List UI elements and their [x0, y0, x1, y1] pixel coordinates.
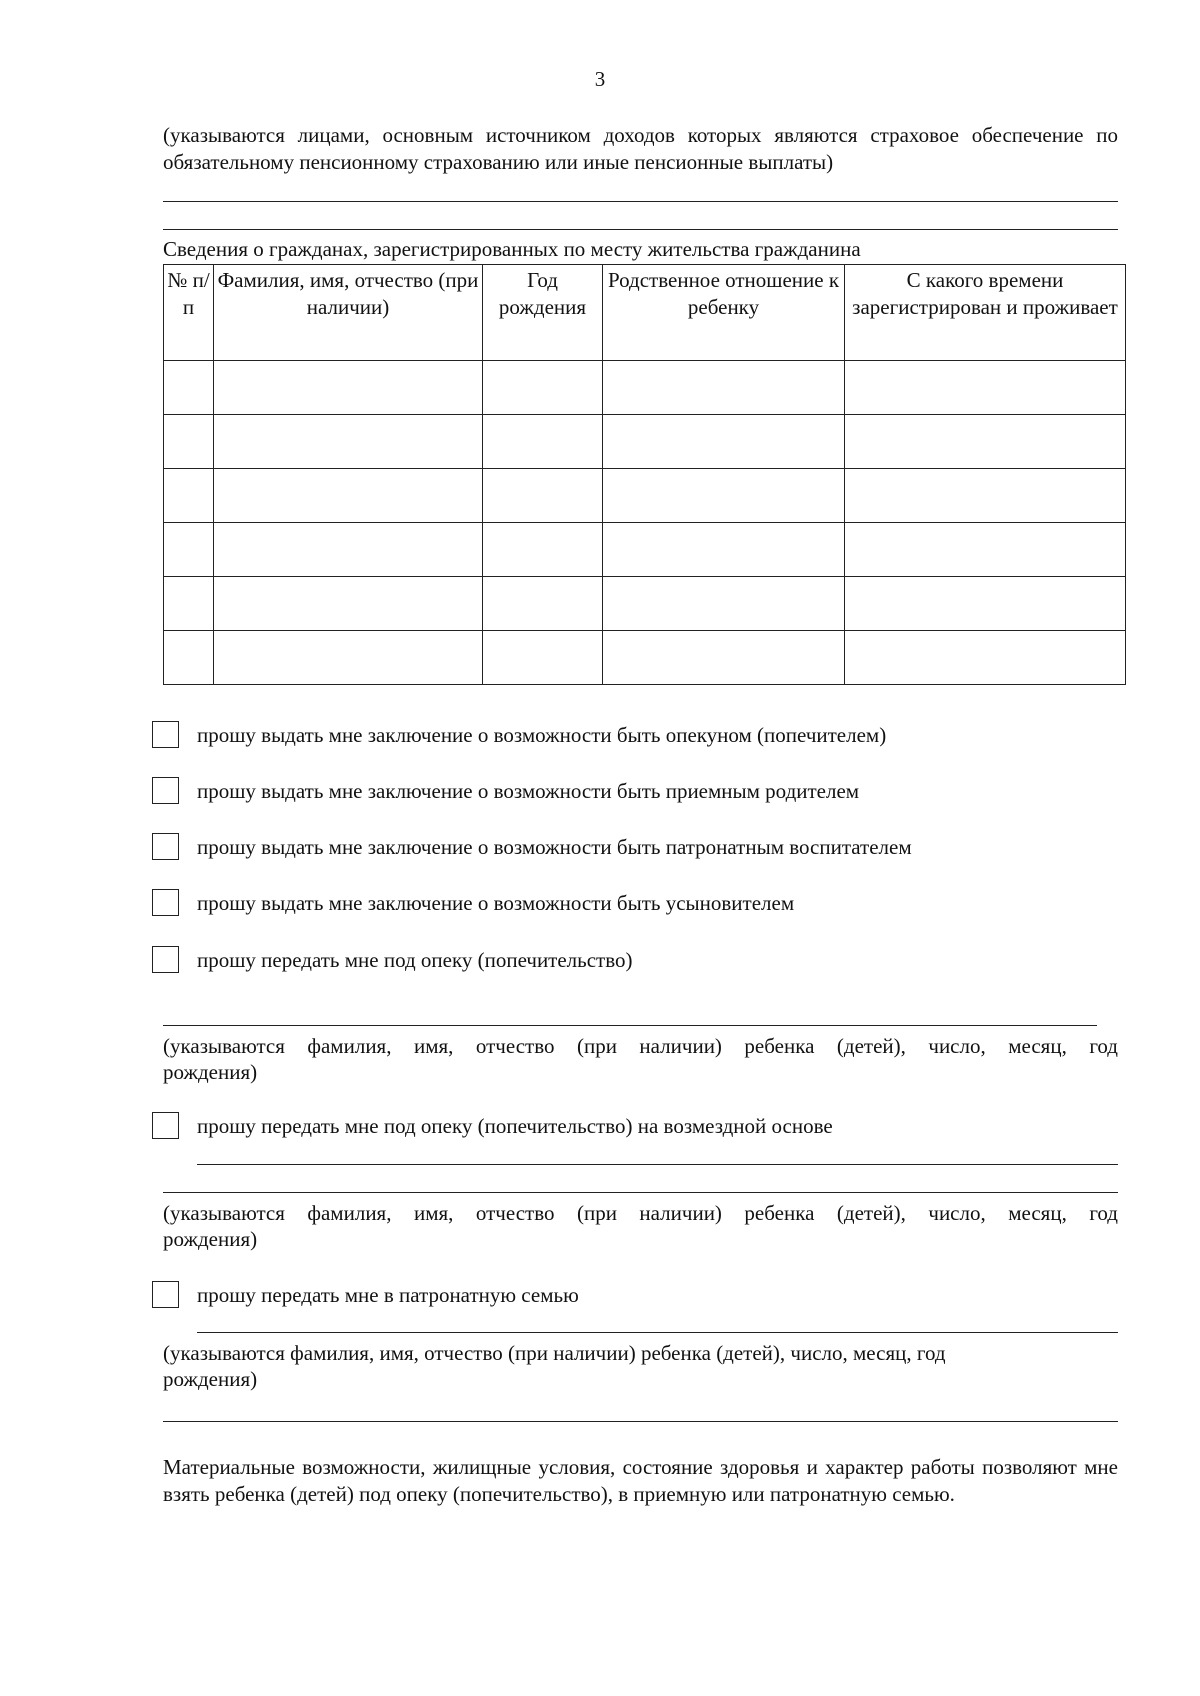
table-cell[interactable] — [845, 631, 1126, 685]
child-details-line-2b[interactable] — [163, 1192, 1118, 1193]
table-cell[interactable] — [214, 577, 483, 631]
pension-note: (указываются лицами, основным источником доходов которых являются страховое обеспечение по обязательному пенсионному страхованию или иные пенсионные выплаты) — [163, 123, 1118, 174]
header-relation: Родственное отношение к ребенку — [603, 265, 845, 361]
table-cell[interactable] — [214, 361, 483, 415]
table-cell[interactable] — [164, 523, 214, 577]
table-row — [164, 523, 1126, 577]
table-cell[interactable] — [483, 415, 603, 469]
child-details-note-2: (указываются фамилия, имя, отчество (при наличии) ребенка (детей), число, месяц, год — [163, 1201, 1118, 1225]
option-guardian-conclusion-label: прошу выдать мне заключение о возможности быть опекуном (попечителем) — [197, 723, 887, 747]
table-caption: Сведения о гражданах, зарегистрированных по месту жительства гражданина — [163, 237, 861, 261]
child-details-note-3: (указываются фамилия, имя, отчество (при наличии) ребенка (детей), число, месяц, год — [163, 1341, 946, 1365]
table-cell[interactable] — [603, 523, 845, 577]
table-cell[interactable] — [603, 577, 845, 631]
table-cell[interactable] — [603, 415, 845, 469]
table-cell[interactable] — [483, 523, 603, 577]
checkbox-guardianship-transfer[interactable] — [152, 946, 179, 973]
child-details-note-1-end: рождения) — [163, 1060, 258, 1084]
child-details-note-2-end: рождения) — [163, 1227, 258, 1251]
child-details-line-1[interactable] — [163, 1025, 1097, 1026]
table-cell[interactable] — [845, 469, 1126, 523]
table-row — [164, 361, 1126, 415]
checkbox-patronage-family-transfer[interactable] — [152, 1281, 179, 1308]
header-full-name: Фамилия, имя, отчество (при наличии) — [214, 265, 483, 361]
checkbox-paid-guardianship-transfer[interactable] — [152, 1112, 179, 1139]
registered-citizens-table — [163, 264, 1126, 685]
option-foster-parent-conclusion-label: прошу выдать мне заключение о возможности быть приемным родителем — [197, 779, 860, 803]
table-cell[interactable] — [483, 361, 603, 415]
header-birth-year: Год рождения — [483, 265, 603, 361]
child-details-line-2a[interactable] — [197, 1164, 1118, 1165]
table-cell[interactable] — [214, 631, 483, 685]
checkbox-foster-parent-conclusion[interactable] — [152, 777, 179, 804]
option-guardianship-transfer-label: прошу передать мне под опеку (попечительство) — [197, 948, 633, 972]
header-number: № п/п — [164, 265, 214, 361]
option-patronage-family-transfer-label: прошу передать мне в патронатную семью — [197, 1283, 579, 1307]
table-cell[interactable] — [483, 469, 603, 523]
checkbox-patronage-educator-conclusion[interactable] — [152, 833, 179, 860]
table-cell[interactable] — [845, 577, 1126, 631]
checkbox-guardian-conclusion[interactable] — [152, 721, 179, 748]
child-details-line-3b[interactable] — [163, 1421, 1118, 1422]
table-cell[interactable] — [214, 469, 483, 523]
pension-answer-line-2[interactable] — [163, 229, 1118, 230]
table-cell[interactable] — [845, 523, 1126, 577]
table-cell[interactable] — [164, 361, 214, 415]
table-cell[interactable] — [164, 631, 214, 685]
table-cell[interactable] — [603, 361, 845, 415]
option-patronage-educator-conclusion-label: прошу выдать мне заключение о возможности быть патронатным воспитателем — [197, 835, 912, 859]
option-adopter-conclusion-label: прошу выдать мне заключение о возможности быть усыновителем — [197, 891, 795, 915]
table-row — [164, 415, 1126, 469]
table-cell[interactable] — [164, 469, 214, 523]
table-cell[interactable] — [845, 361, 1126, 415]
option-paid-guardianship-transfer-label: прошу передать мне под опеку (попечительство) на возмездной основе — [197, 1114, 833, 1138]
child-details-line-3[interactable] — [197, 1332, 1118, 1333]
table-cell[interactable] — [845, 415, 1126, 469]
header-registered-since: С какого времени зарегистрирован и проживает — [845, 265, 1126, 361]
table-cell[interactable] — [483, 577, 603, 631]
closing-paragraph: Материальные возможности, жилищные условия, состояние здоровья и характер работы позволяют мне взять ребенка (детей) под опеку (попечительство), в приемную или патронатную семью. — [163, 1455, 1118, 1506]
table-row — [164, 577, 1126, 631]
table-row — [164, 631, 1126, 685]
table-cell[interactable] — [164, 577, 214, 631]
page-number: 3 — [594, 67, 606, 91]
table-cell[interactable] — [214, 523, 483, 577]
table-header-row — [164, 265, 1126, 361]
child-details-note-3-end: рождения) — [163, 1367, 258, 1391]
table-cell[interactable] — [483, 631, 603, 685]
table-cell[interactable] — [603, 631, 845, 685]
table-row — [164, 469, 1126, 523]
table-cell[interactable] — [603, 469, 845, 523]
checkbox-adopter-conclusion[interactable] — [152, 889, 179, 916]
table-cell[interactable] — [164, 415, 214, 469]
table-cell[interactable] — [214, 415, 483, 469]
pension-answer-line-1[interactable] — [163, 201, 1118, 202]
child-details-note-1: (указываются фамилия, имя, отчество (при наличии) ребенка (детей), число, месяц, год — [163, 1034, 1118, 1058]
